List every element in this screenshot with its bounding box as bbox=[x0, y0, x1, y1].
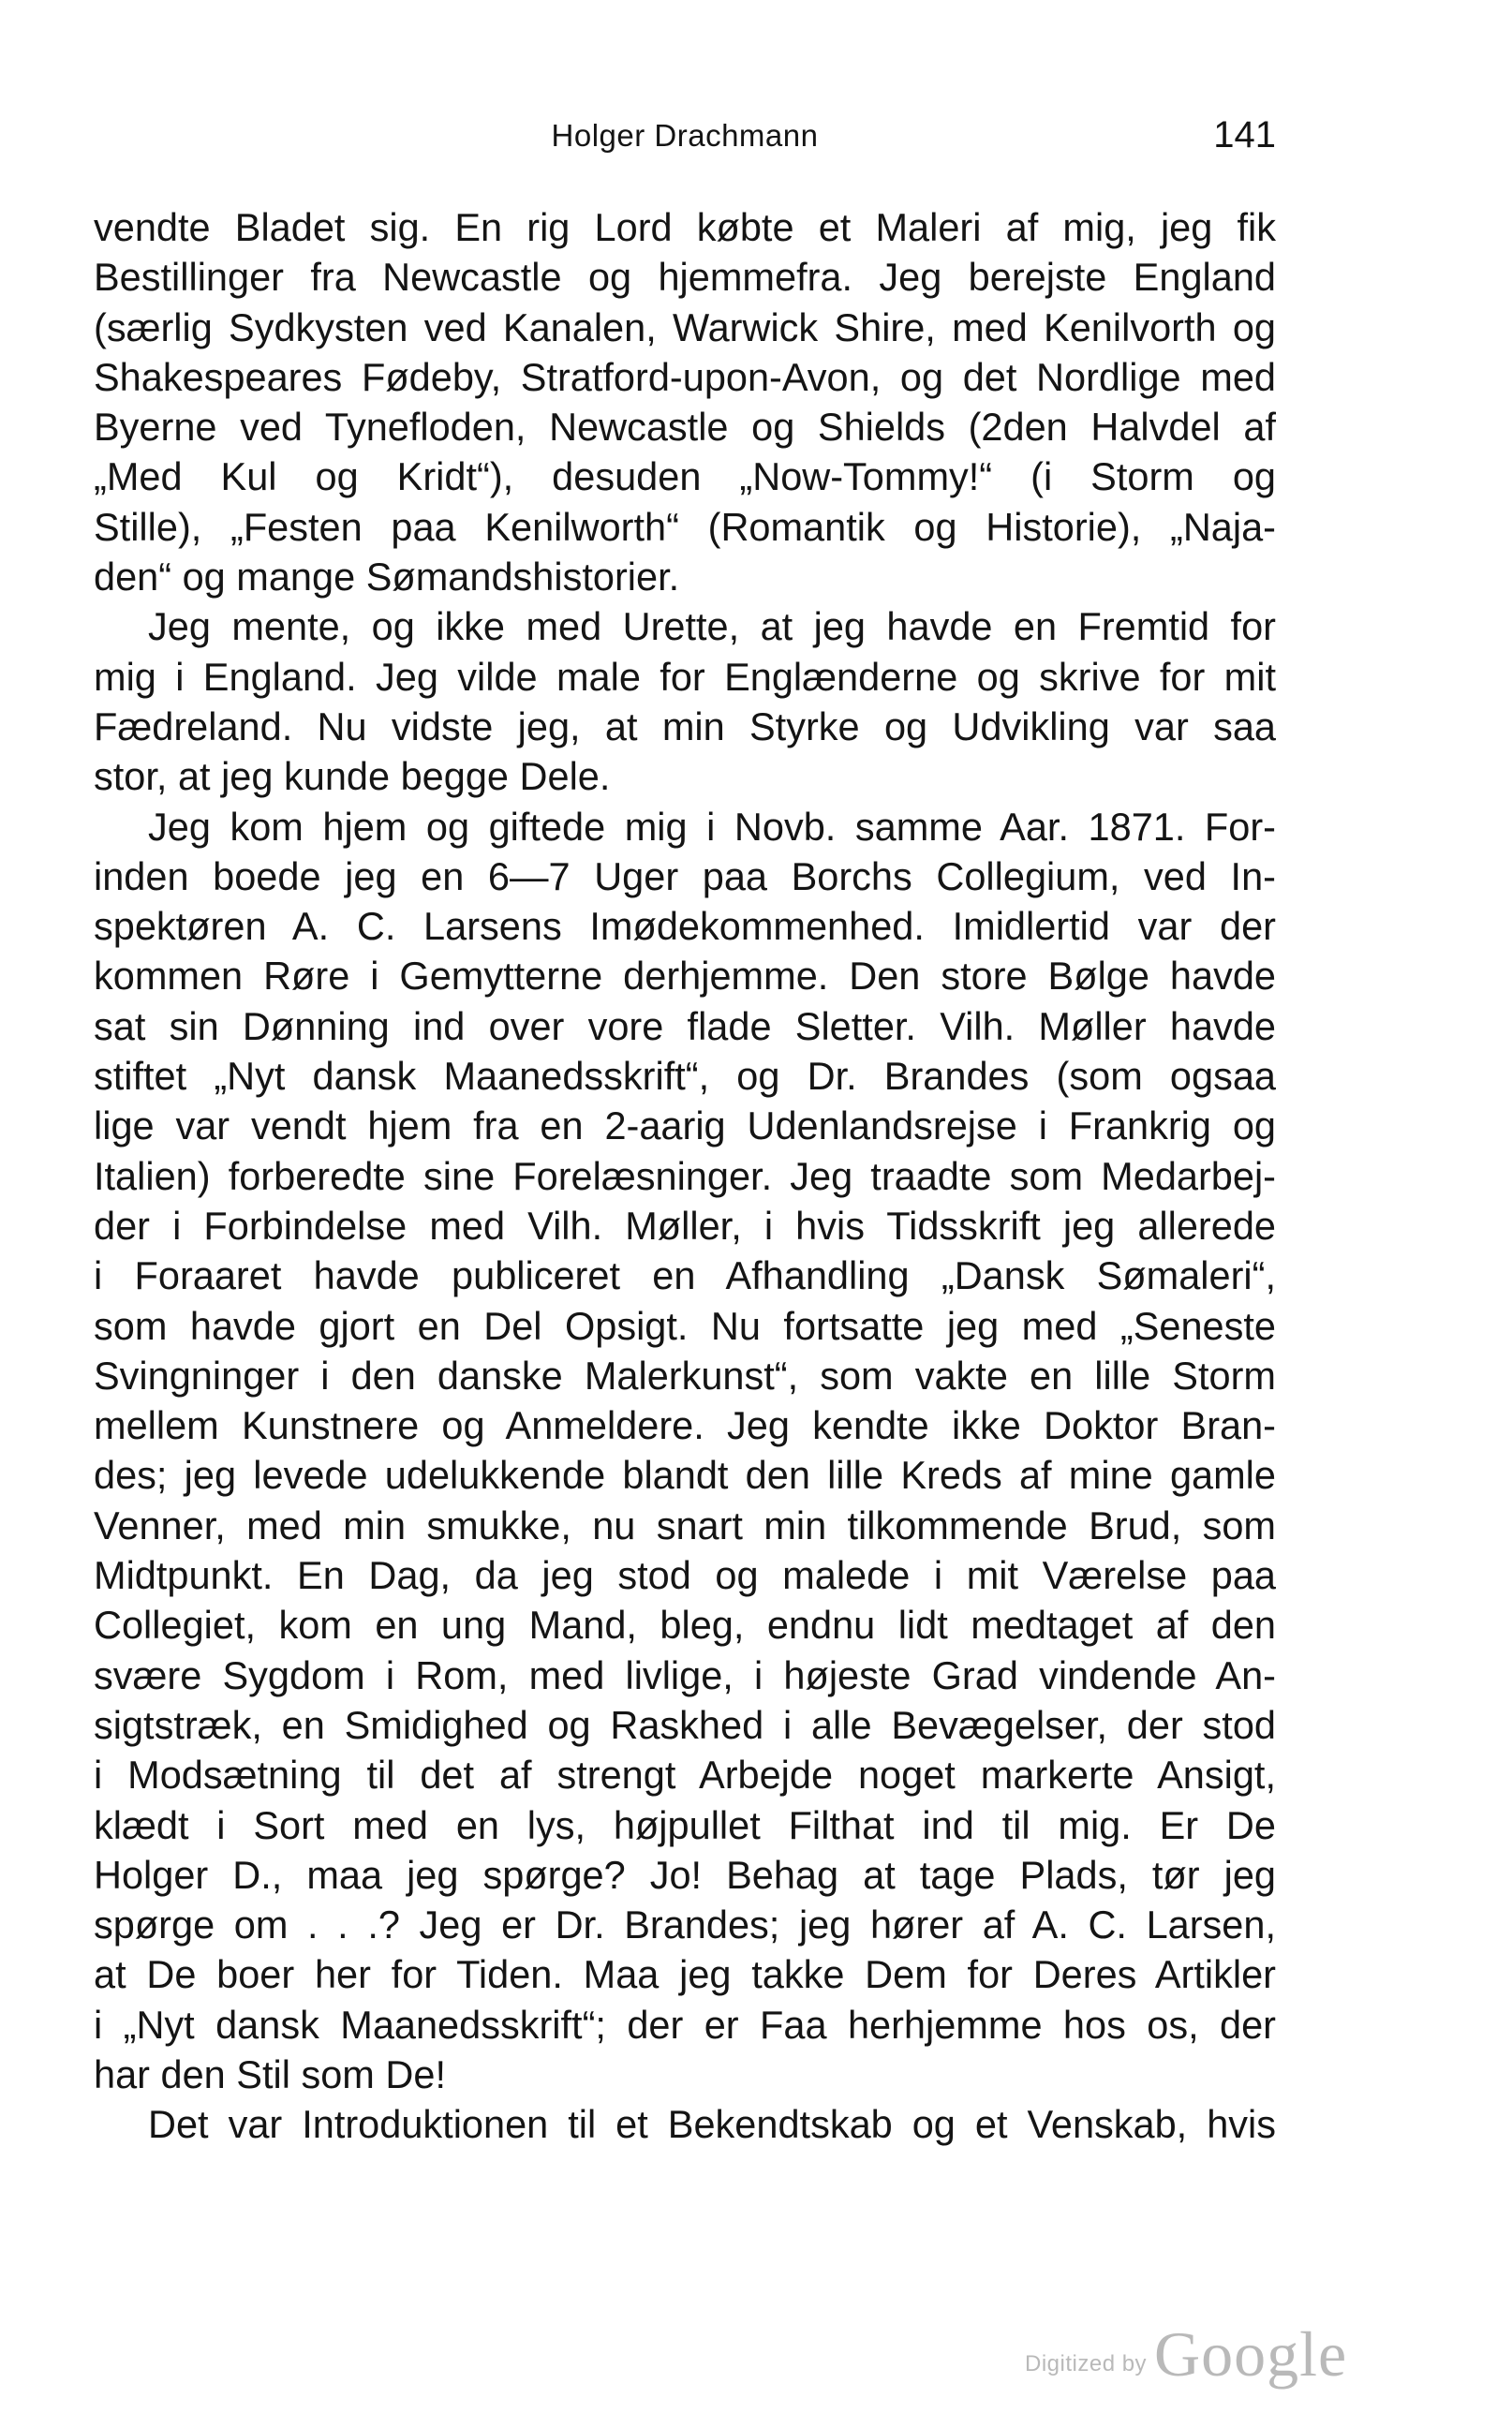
text-line: i Foraaret havde publiceret en Afhandling „Dansk Sømaleri“, bbox=[94, 1253, 1276, 1298]
text-line: stiftet „Nyt dansk Maanedsskrift“, og Dr. Brandes (som ogsaa bbox=[94, 1054, 1276, 1099]
text-line: Shakespeares Fødeby, Stratford-upon-Avon, og det Nordlige med bbox=[94, 354, 1276, 399]
text-line: mellem Kunstnere og Anmeldere. Jeg kendte ikke Doktor Bran- bbox=[94, 1403, 1276, 1448]
text-line: klædt i Sort med en lys, højpullet Filthat ind til mig. Er De bbox=[94, 1802, 1276, 1847]
text-line: Stille), „Festen paa Kenilworth“ (Romantik og Historie), „Naja- bbox=[94, 504, 1276, 549]
text-line: der i Forbindelse med Vilh. Møller, i hvis Tidsskrift jeg allerede bbox=[94, 1203, 1276, 1248]
text-line: sigtstræk, en Smidighed og Raskhed i alle Bevægelser, der stod bbox=[94, 1702, 1276, 1747]
text-line: kommen Røre i Gemytterne derhjemme. Den store Bølge havde bbox=[94, 954, 1276, 999]
text-line: den“ og mange Sømandshistorier. bbox=[94, 555, 680, 600]
text-line: Holger D., maa jeg spørge? Jo! Behag at tage Plads, tør jeg bbox=[94, 1852, 1276, 1897]
text-line: Midtpunkt. En Dag, da jeg stod og malede i mit Værelse paa bbox=[94, 1553, 1276, 1598]
text-line: lige var vendt hjem fra en 2-aarig Udenlandsrejse i Frankrig og bbox=[94, 1103, 1276, 1148]
text-line: i Modsætning til det af strengt Arbejde noget markerte Ansigt, bbox=[94, 1753, 1276, 1798]
paragraph bbox=[94, 202, 1276, 601]
text-line: Jeg mente, og ikke med Urette, at jeg havde en Fremtid for bbox=[148, 604, 1276, 649]
text-line: Byerne ved Tynefloden, Newcastle og Shields (2den Halvdel af bbox=[94, 405, 1276, 450]
page-number: 141 bbox=[1213, 114, 1276, 155]
page-header bbox=[94, 111, 1276, 167]
text-line: spektøren A. C. Larsens Imødekommenhed. Imidlertid var der bbox=[94, 904, 1276, 949]
paragraph bbox=[94, 802, 1276, 2100]
text-line: Venner, med min smukke, nu snart min tilkommende Brud, som bbox=[94, 1503, 1276, 1547]
text-line: mig i England. Jeg vilde male for Englænderne og skrive for mit bbox=[94, 654, 1276, 699]
text-line: i „Nyt dansk Maanedsskrift“; der er Faa herhjemme hos os, der bbox=[94, 2002, 1276, 2047]
text-line: Italien) forberedte sine Forelæsninger. Jeg traadte som Medarbej- bbox=[94, 1153, 1276, 1198]
text-line: som havde gjort en Del Opsigt. Nu fortsatte jeg med „Seneste bbox=[94, 1303, 1276, 1348]
text-line: (særlig Sydkysten ved Kanalen, Warwick Shire, med Kenilvorth og bbox=[94, 304, 1276, 349]
text-line: des; jeg levede udelukkende blandt den lille Kreds af mine gamle bbox=[94, 1453, 1276, 1498]
text-line: Fædreland. Nu vidste jeg, at min Styrke og Udvikling var saa bbox=[94, 703, 1276, 748]
paragraph bbox=[94, 2099, 1276, 2149]
running-head: Holger Drachmann bbox=[551, 118, 819, 153]
text-line: sat sin Dønning ind over vore flade Sletter. Vilh. Møller havde bbox=[94, 1003, 1276, 1048]
text-line: at De boer her for Tiden. Maa jeg takke Dem for Deres Artikler bbox=[94, 1952, 1276, 1997]
watermark-google-logo: Google bbox=[1154, 2318, 1348, 2390]
watermark-digitized-by: Digitized by bbox=[1025, 2351, 1148, 2376]
text-line: „Med Kul og Kridt“), desuden „Now-Tommy!“ (i Storm og bbox=[94, 454, 1276, 499]
body-text bbox=[94, 202, 1276, 2150]
google-watermark bbox=[1025, 2318, 1348, 2390]
text-line: Collegiet, kom en ung Mand, bleg, endnu lidt medtaget af den bbox=[94, 1603, 1276, 1648]
text-line: svære Sygdom i Rom, med livlige, i højeste Grad vindende An- bbox=[94, 1652, 1276, 1697]
text-line: vendte Bladet sig. En rig Lord købte et Maleri af mig, jeg fik bbox=[94, 205, 1276, 249]
text-line: Jeg kom hjem og giftede mig i Novb. samme Aar. 1871. For- bbox=[148, 804, 1276, 849]
text-line: stor, at jeg kunde begge Dele. bbox=[94, 754, 611, 799]
text-line: har den Stil som De! bbox=[94, 2051, 446, 2096]
text-line: Svingninger i den danske Malerkunst“, som vakte en lille Storm bbox=[94, 1353, 1276, 1398]
text-line: Bestillinger fra Newcastle og hjemmefra. Jeg berejste England bbox=[94, 255, 1276, 300]
text-line: inden boede jeg en 6—7 Uger paa Borchs Collegium, ved In- bbox=[94, 853, 1276, 898]
text-line: Det var Introduktionen til et Bekendtskab og et Venskab, hvis bbox=[148, 2102, 1276, 2147]
text-line: spørge om . . .? Jeg er Dr. Brandes; jeg hører af A. C. Larsen, bbox=[94, 1902, 1276, 1947]
paragraph bbox=[94, 601, 1276, 801]
